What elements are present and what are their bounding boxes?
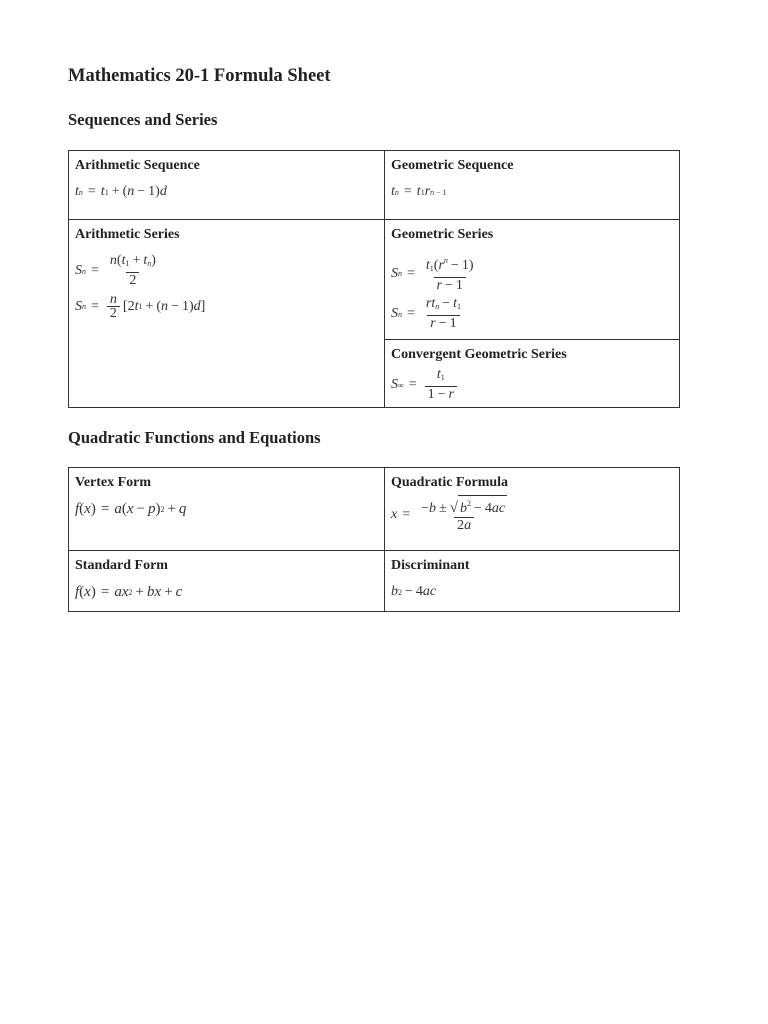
cell-geometric-series [385, 220, 680, 340]
formula-arithmetic-series-1: S n = $\frac{n(t_1 + t_n)}{2}$ [75, 253, 156, 288]
cell-title-standard-form: Standard Form [75, 558, 168, 573]
cell-convergent-geometric-series [385, 340, 680, 408]
section-heading-quadratics: Quadratic Functions and Equations [68, 428, 321, 447]
cell-arithmetic-series [69, 220, 385, 408]
table-row [69, 151, 680, 220]
cell-vertex-form [69, 468, 385, 551]
formula-geometric-sequence: t n = t 1 r n − 1 [391, 184, 447, 199]
cell-title-geometric-series: Geometric Series [391, 227, 494, 242]
cell-title-quadratic-formula: Quadratic Formula [391, 475, 509, 490]
formula-convergent-series: S ∞ = $\frac{t_1}{1 - r}$ [391, 367, 673, 403]
cell-title-arithmetic-sequence: Arithmetic Sequence [75, 158, 200, 173]
formula-standard-form: f ( x ) = ax 2 + bx + c [75, 584, 183, 600]
formula-discriminant: b 2 − 4 ac [391, 584, 437, 599]
quadratics-table [68, 467, 680, 612]
formula-arithmetic-series-2: S n = $\frac{n}{2}$ [2 t 1 + ( n − 1) d ] [75, 292, 206, 321]
sequences-table [68, 150, 680, 408]
cell-title-vertex-form: Vertex Form [75, 475, 152, 490]
table-row [69, 220, 680, 340]
page-title: Mathematics 20-1 Formula Sheet [68, 66, 331, 86]
cell-title-convergent-series: Convergent Geometric Series [391, 347, 567, 362]
cell-standard-form [69, 551, 385, 612]
formula-quadratic-formula: x = −b ± √ $b^2 - 4ac$ 2a [391, 495, 673, 534]
cell-quadratic-formula [385, 468, 680, 551]
formula-geometric-series-2: S n = $\frac{rt_n - t_1}{r - 1}$ [391, 296, 462, 331]
formula-geometric-series-1: S n = $\frac{t_1(r^n - 1)}{r - 1}$ [391, 256, 474, 293]
table-row [69, 551, 680, 612]
cell-title-geometric-sequence: Geometric Sequence [391, 158, 514, 173]
cell-title-discriminant: Discriminant [391, 558, 470, 573]
formula-vertex-form: f ( x ) = a ( x − p ) 2 + q [75, 501, 187, 517]
cell-geometric-sequence [385, 151, 680, 220]
section-heading-sequences: Sequences and Series [68, 110, 218, 129]
table-row [69, 468, 680, 551]
cell-title-arithmetic-series: Arithmetic Series [75, 227, 180, 242]
cell-discriminant [385, 551, 680, 612]
formula-arithmetic-sequence: t n = t 1 + ( n − 1) d [75, 184, 167, 199]
cell-arithmetic-sequence [69, 151, 385, 220]
